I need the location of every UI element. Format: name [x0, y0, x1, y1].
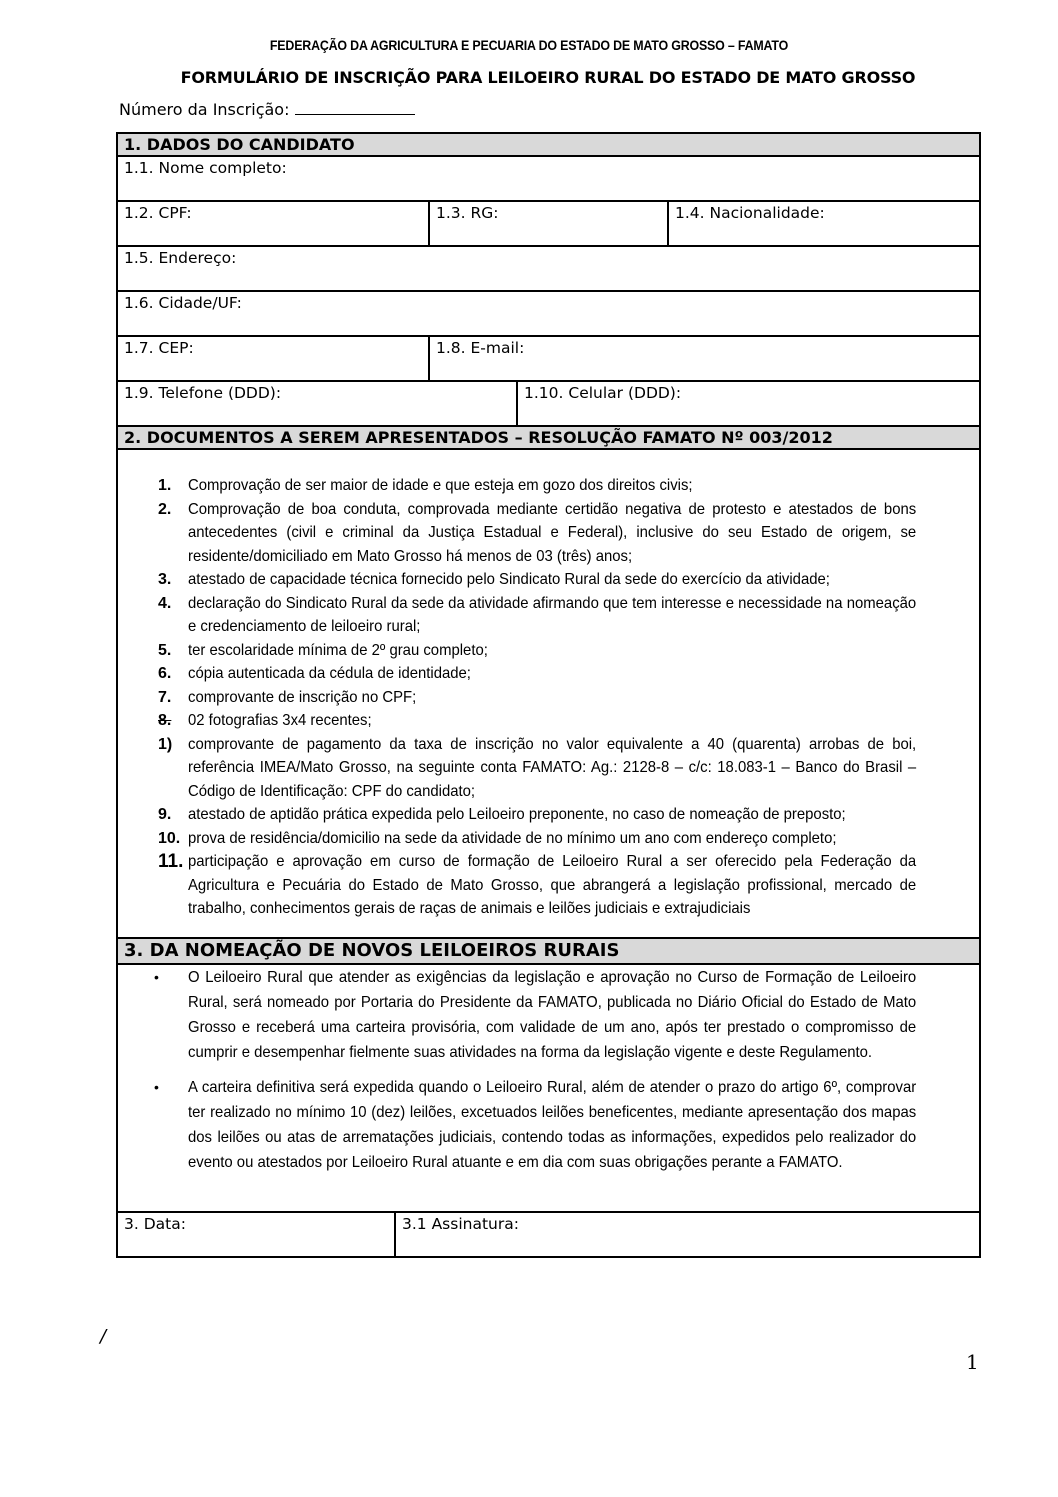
item-number: 1.: [158, 477, 172, 494]
row-data-assinatura: [118, 1213, 979, 1256]
documents-list: [118, 450, 979, 939]
list-item: [118, 709, 971, 733]
field-assinatura[interactable]: 3.1 Assinatura:: [394, 1213, 979, 1256]
item-number-struck: 8.: [158, 712, 172, 729]
stray-mark: /: [100, 1326, 107, 1347]
field-cep[interactable]: 1.7. CEP:: [124, 339, 194, 357]
application-form: [116, 132, 981, 1258]
item-text: prova de residência/domicilio na sede da atividade de no mínimo um ano com endereço completo;: [188, 829, 837, 847]
item-number: 11.: [158, 851, 184, 872]
row-nome: [118, 157, 979, 202]
item-number: 1): [158, 735, 173, 753]
section-2-header: 2. DOCUMENTOS A SEREM APRESENTADOS – RESOLUÇÃO FAMATO Nº 003/2012: [118, 427, 979, 450]
item-number: 7.: [158, 688, 172, 706]
item-text: atestado de aptidão prática expedida pelo Leiloeiro preponente, no caso de nomeação de preposto;: [188, 806, 846, 823]
form-title: FORMULÁRIO DE INSCRIÇÃO PARA LEILOEIRO RURAL DO ESTADO DE MATO GROSSO: [180, 68, 916, 87]
field-celular[interactable]: 1.10. Celular (DDD):: [516, 382, 979, 425]
field-nacionalidade[interactable]: 1.4. Nacionalidade:: [667, 202, 979, 245]
row-endereco: [118, 247, 979, 292]
row-telefone-celular: [118, 382, 979, 427]
registration-number-field[interactable]: [295, 100, 415, 115]
row-cpf-rg-nacionalidade: [118, 202, 979, 247]
bullet-icon: •: [154, 1078, 159, 1095]
list-item: [118, 850, 971, 921]
bullet-item: [118, 965, 971, 1065]
field-endereco[interactable]: 1.5. Endereço:: [124, 249, 237, 267]
bullet-text: O Leiloeiro Rural que atender as exigências da legislação e aprovação no Curso de Formação de Leiloeiro Rural, será nomeado por Portaria do Presidente da FAMATO, publicada no Diário Oficial do Estado de Mato Grosso e receberá uma carteira provisória, com validade de um ano, após ter prestado o compromisso de cumprir e desempenhar fielmente suas atividades na forma da legislação vigente e deste Regulamento.: [188, 968, 917, 1061]
list-item: [118, 592, 971, 639]
bullet-item: [118, 1075, 971, 1175]
item-text: Comprovação de boa conduta, comprovada mediante certidão negativa de protesto e atestados de bons antecedentes (civil e criminal da Justiça Estadual e Federal), inclusive do seu Estado de origem, se residente/domiciliado em Mato Grosso há menos de 03 (três) anos;: [188, 500, 917, 565]
field-nome-completo[interactable]: 1.1. Nome completo:: [124, 159, 287, 177]
item-text: atestado de capacidade técnica fornecido pelo Sindicato Rural da sede do exercício da atividade;: [188, 571, 830, 588]
item-number: 10.: [158, 829, 181, 847]
section-1-header: 1. DADOS DO CANDIDATO: [118, 134, 979, 157]
page-number: 1: [966, 1350, 979, 1374]
list-item: [118, 827, 971, 851]
item-text: 02 fotografias 3x4 recentes;: [188, 712, 372, 729]
list-item: [118, 733, 971, 804]
item-number: 9.: [158, 806, 172, 823]
row-cep-email: [118, 337, 979, 382]
item-text: Comprovação de ser maior de idade e que esteja em gozo dos direitos civis;: [188, 477, 693, 494]
list-item: [118, 639, 971, 663]
item-text: declaração do Sindicato Rural da sede da atividade afirmando que tem interesse e necessidade na nomeação e credenciamento de leiloeiro rural;: [188, 594, 917, 635]
nomination-rules: [118, 965, 979, 1213]
field-cpf[interactable]: 1.2. CPF:: [124, 204, 192, 222]
item-number: 4.: [158, 594, 172, 612]
item-number: 3.: [158, 571, 172, 588]
item-text: cópia autenticada da cédula de identidade;: [188, 665, 471, 682]
list-item: [118, 662, 971, 686]
field-telefone[interactable]: 1.9. Telefone (DDD):: [124, 384, 282, 402]
list-item: [118, 568, 971, 592]
field-rg[interactable]: 1.3. RG:: [428, 202, 667, 245]
bullet-icon: •: [154, 968, 159, 985]
item-number: 6.: [158, 665, 172, 682]
item-text: participação e aprovação em curso de formação de Leiloeiro Rural a ser oferecido pela Federação da Agricultura e Pecuária do Estado de Mato Grosso, que abrangerá a legislação profissional, mercado de trabalho, conhecimentos gerais de raças de animais e leilões judiciais e extrajudiciais: [188, 853, 917, 917]
list-item: [118, 474, 971, 498]
row-cidade: [118, 292, 979, 337]
list-item: [118, 498, 971, 569]
item-text: comprovante de inscrição no CPF;: [188, 688, 417, 706]
field-data[interactable]: 3. Data:: [124, 1214, 186, 1233]
item-number: 5.: [158, 641, 172, 659]
list-item: [118, 686, 971, 710]
section-3-header: 3. DA NOMEAÇÃO DE NOVOS LEILOEIROS RURAIS: [118, 939, 979, 965]
field-email[interactable]: 1.8. E-mail:: [428, 337, 979, 380]
bullet-text: A carteira definitiva será expedida quando o Leiloeiro Rural, além de atender o prazo do artigo 6º, comprovar ter realizado no mínimo 10 (dez) leilões, excetuados leilões beneficentes, mediante apresentação dos mapas dos leilões ou atas de arrematações judiciais, contendo todas as informações, expedidos pelo realizador do evento ou atestados por Leiloeiro Rural atuante e em dia com suas obrigações perante a FAMATO.: [188, 1078, 917, 1171]
item-number: 2.: [158, 500, 172, 518]
item-text: ter escolaridade mínima de 2º grau completo;: [188, 641, 488, 659]
item-text: comprovante de pagamento da taxa de inscrição no valor equivalente a 40 (quarenta) arrobas de boi, referência IMEA/Mato Grosso, na seguinte conta FAMATO: Ag.: 2128-8 – c/c: 18.083-1 – Banco do Brasil – Código de Identificação: CPF do candidato;: [188, 735, 917, 800]
registration-number-line: [119, 100, 415, 119]
field-cidade-uf[interactable]: 1.6. Cidade/UF:: [124, 294, 242, 312]
list-item: [118, 803, 971, 827]
registration-number-label: Número da Inscrição:: [119, 100, 290, 119]
organization-header: FEDERAÇÃO DA AGRICULTURA E PECUARIA DO ESTADO DE MATO GROSSO – FAMATO: [269, 38, 789, 53]
